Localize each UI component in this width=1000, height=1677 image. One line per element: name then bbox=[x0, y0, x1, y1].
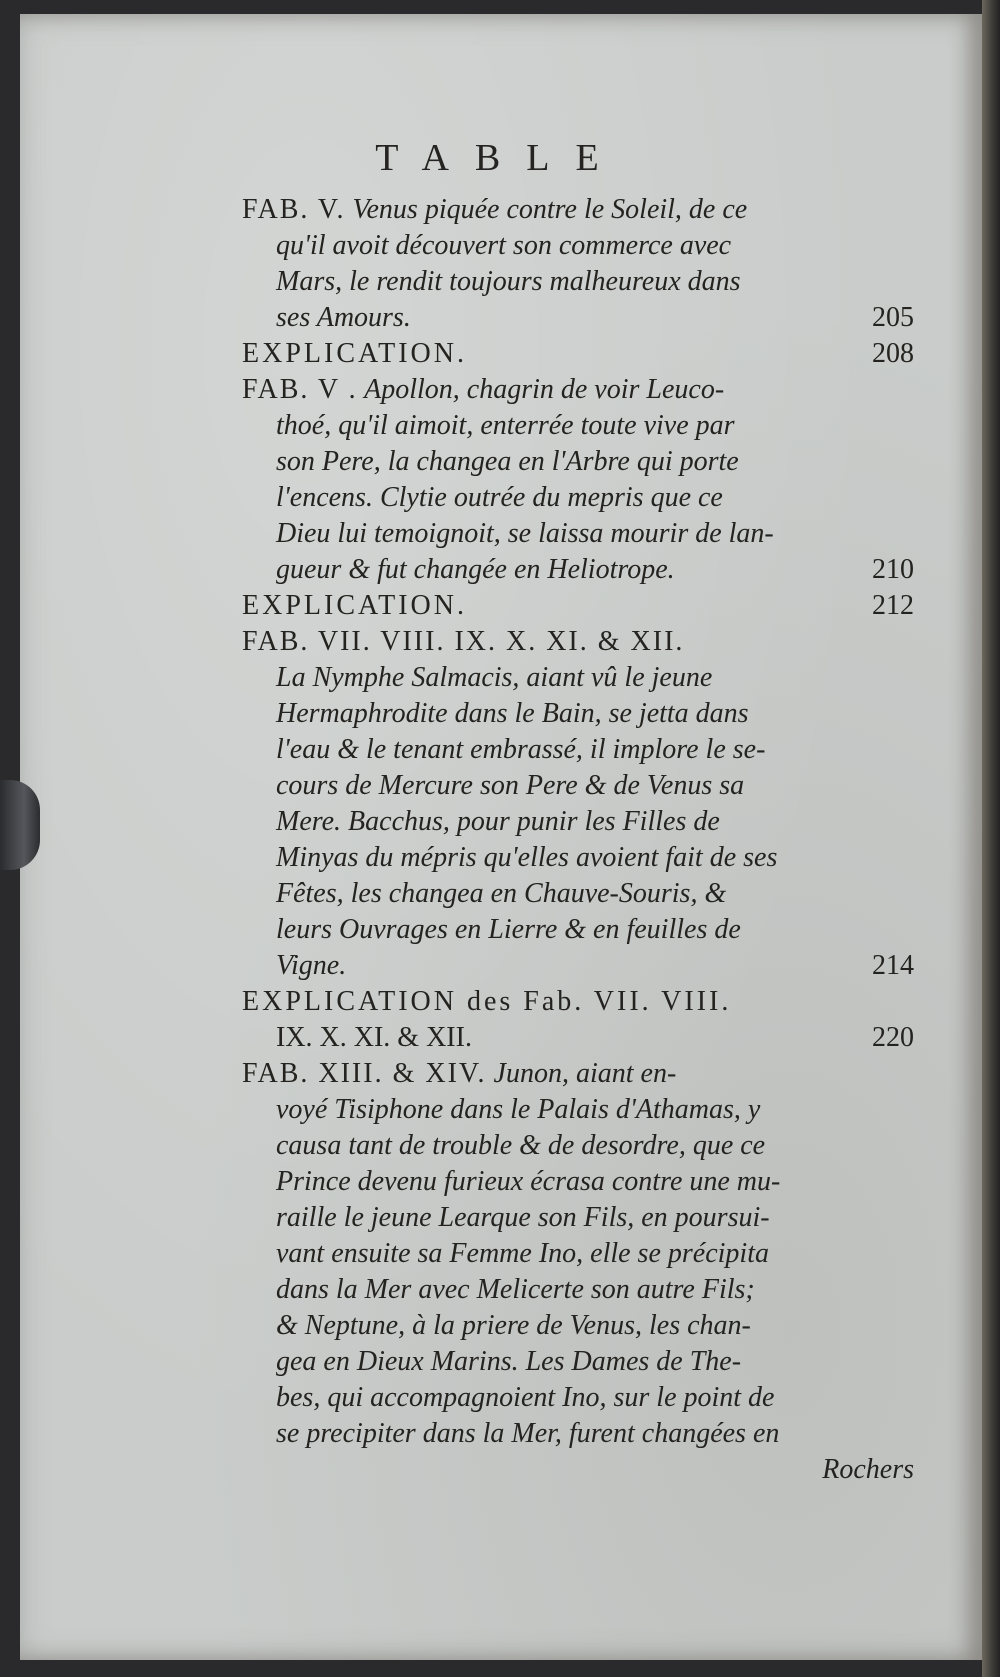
entry-text: Junon, aiant en- bbox=[493, 1058, 677, 1089]
entry-text: l'eau & le tenant embrassé, il implore le se- bbox=[276, 734, 766, 765]
entry-text: voyé Tisiphone dans le Palais d'Athamas, y bbox=[276, 1094, 761, 1125]
toc-entry bbox=[242, 336, 914, 372]
page-heading: TABLE bbox=[375, 137, 625, 179]
entry-label: EXPLICATION. bbox=[242, 338, 467, 369]
toc-entry bbox=[242, 372, 914, 588]
catchword: Rochers bbox=[822, 1454, 914, 1485]
entry-text: Prince devenu furieux écrasa contre une mu- bbox=[276, 1166, 781, 1197]
entry-label: EXPLICATION. bbox=[242, 590, 467, 621]
entry-label: FAB. VII. VIII. IX. X. XI. & XII. bbox=[242, 626, 685, 657]
entry-text: Vigne. bbox=[276, 950, 347, 981]
entry-label: FAB. V . bbox=[242, 374, 358, 405]
entry-text: & Neptune, à la priere de Venus, les chan- bbox=[276, 1310, 751, 1341]
entry-label: FAB. V. bbox=[242, 194, 346, 225]
entry-text: cours de Mercure son Pere & de Venus sa bbox=[276, 770, 745, 801]
entry-text: bes, qui accompagnoient Ino, sur le point de bbox=[276, 1382, 775, 1413]
entry-text: Dieu lui temoignoit, se laissa mourir de lan- bbox=[276, 518, 774, 549]
entry-text: vant ensuite sa Femme Ino, elle se précipita bbox=[276, 1238, 769, 1269]
entry-text: leurs Ouvrages en Lierre & en feuilles de bbox=[276, 914, 741, 945]
entry-text: La Nymphe Salmacis, aiant vû le jeune bbox=[276, 662, 713, 693]
page-clip bbox=[0, 780, 40, 870]
page-number: 212 bbox=[872, 590, 914, 621]
page-number: 214 bbox=[872, 950, 914, 981]
entry-text: gea en Dieux Marins. Les Dames de The- bbox=[276, 1346, 742, 1377]
entry-text: Hermaphrodite dans le Bain, se jetta dans bbox=[276, 698, 749, 729]
entry-text: qu'il avoit découvert son commerce avec bbox=[276, 230, 732, 261]
entry-text: Apollon, chagrin de voir Leuco- bbox=[364, 374, 725, 405]
page-number: 210 bbox=[872, 554, 914, 585]
toc-entry bbox=[242, 984, 914, 1056]
toc-entry bbox=[242, 588, 914, 624]
entry-text: thoé, qu'il aimoit, enterrée toute vive par bbox=[276, 410, 735, 441]
entry-text: ses Amours. bbox=[276, 302, 411, 333]
entry-text: son Pere, la changea en l'Arbre qui porte bbox=[276, 446, 739, 477]
entry-text: Mars, le rendit toujours malheureux dans bbox=[276, 266, 741, 297]
entry-text: raille le jeune Learque son Fils, en poursui- bbox=[276, 1202, 770, 1233]
entry-text: se precipiter dans la Mer, furent changées en bbox=[276, 1418, 780, 1449]
table-of-contents bbox=[242, 192, 914, 1488]
toc-entry bbox=[242, 624, 914, 984]
entry-label: FAB. XIII. & XIV. bbox=[242, 1058, 487, 1089]
entry-text: Mere. Bacchus, pour punir les Filles de bbox=[276, 806, 720, 837]
entry-text: causa tant de trouble & de desordre, que ce bbox=[276, 1130, 766, 1161]
entry-text: Fêtes, les changea en Chauve-Souris, & bbox=[276, 878, 727, 909]
book-spine-edge bbox=[982, 0, 1000, 1677]
page-number: 220 bbox=[872, 1022, 914, 1053]
toc-entry bbox=[242, 1056, 914, 1488]
entry-text: gueur & fut changée en Heliotrope. bbox=[276, 554, 675, 585]
entry-text: IX. X. XI. & XII. bbox=[276, 1022, 472, 1053]
entry-text: l'encens. Clytie outrée du mepris que ce bbox=[276, 482, 723, 513]
entry-label: EXPLICATION des Fab. VII. VIII. bbox=[242, 986, 732, 1017]
entry-text: Minyas du mépris qu'elles avoient fait de ses bbox=[276, 842, 778, 873]
toc-entry bbox=[242, 192, 914, 336]
page-number: 208 bbox=[872, 338, 914, 369]
entry-text: Venus piquée contre le Soleil, de ce bbox=[352, 194, 748, 225]
page-number: 205 bbox=[872, 302, 914, 333]
entry-text: dans la Mer avec Melicerte son autre Fils; bbox=[276, 1274, 755, 1305]
